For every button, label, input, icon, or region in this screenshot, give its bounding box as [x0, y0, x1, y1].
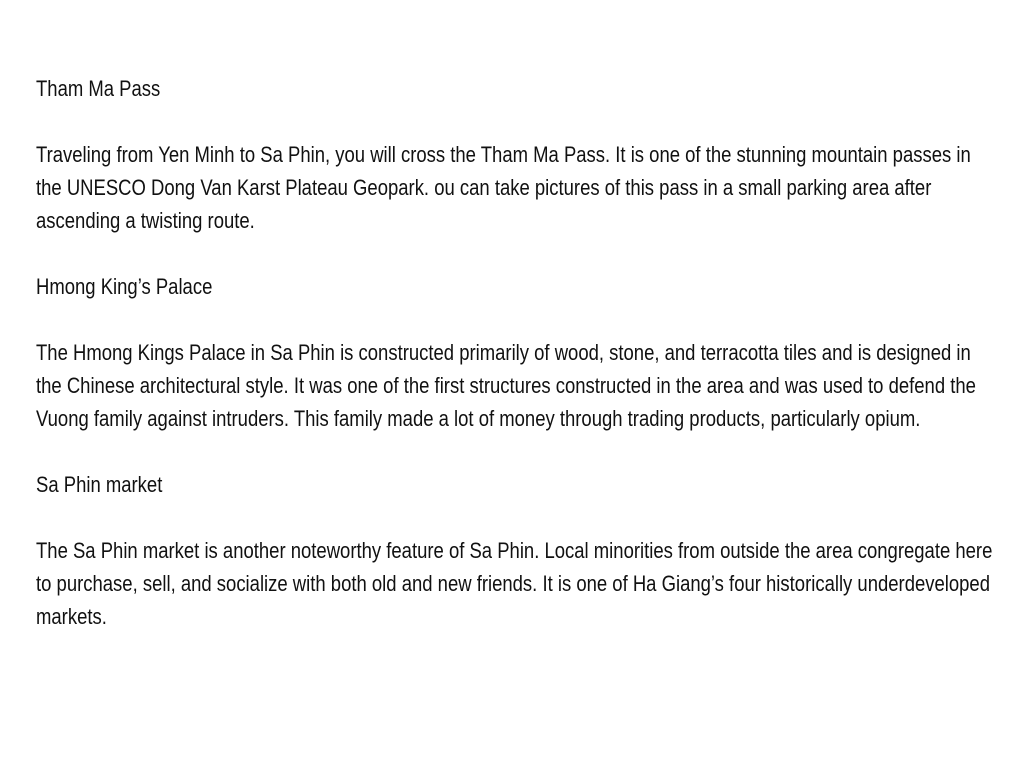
section-heading-sa-phin-market: Sa Phin market: [36, 472, 163, 497]
section-paragraph-hmong-kings-palace: The Hmong Kings Palace in Sa Phin is constructed primarily of wood, stone, and terracotta tiles and is designed in the Chinese architectural style. It was one of the first structures constructed in the area and was used to defend the Vuong family against intruders. This family made a lot of money through trading products, particularly opium.: [36, 340, 976, 431]
section-heading-hmong-kings-palace: Hmong King’s Palace: [36, 274, 213, 299]
section-heading-tham-ma-pass: Tham Ma Pass: [36, 76, 161, 101]
document-body: [36, 72, 996, 666]
section-paragraph-tham-ma-pass: Traveling from Yen Minh to Sa Phin, you will cross the Tham Ma Pass. It is one of the stunning mountain passes in the UNESCO Dong Van Karst Plateau Geopark. ou can take pictures of this pass in a small parking area after ascending a twisting route.: [36, 142, 971, 233]
section-paragraph-sa-phin-market: The Sa Phin market is another noteworthy feature of Sa Phin. Local minorities from outside the area congregate here to purchase, sell, and socialize with both old and new friends. It is one of Ha Giang’s four historically underdeveloped markets.: [36, 538, 993, 629]
